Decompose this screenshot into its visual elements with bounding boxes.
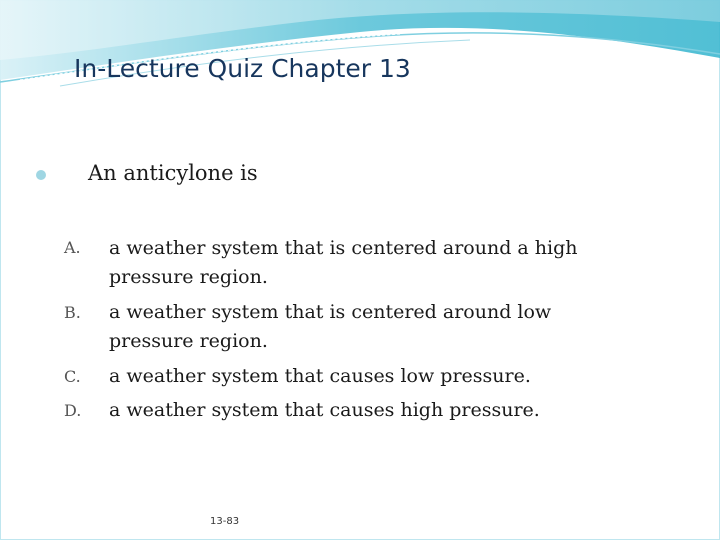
option-c-line-1: a weather system that causes low pressure. (109, 365, 531, 387)
question-text: An anticylone is (88, 161, 258, 185)
slide-number: 13-83 (210, 516, 240, 527)
option-a-letter: A. (64, 238, 81, 257)
slide-title: In-Lecture Quiz Chapter 13 (74, 54, 411, 83)
option-b-line-2: pressure region. (109, 330, 268, 352)
option-c-letter: C. (64, 367, 81, 386)
option-b-letter: B. (64, 303, 81, 322)
option-b-line-1: a weather system that is centered around low (109, 301, 552, 323)
option-d-line-1: a weather system that causes high pressure. (109, 399, 540, 421)
option-a-line-2: pressure region. (109, 266, 268, 288)
bullet-icon (36, 170, 46, 180)
option-d-letter: D. (64, 401, 82, 420)
option-a-line-1: a weather system that is centered around a high (109, 237, 578, 259)
